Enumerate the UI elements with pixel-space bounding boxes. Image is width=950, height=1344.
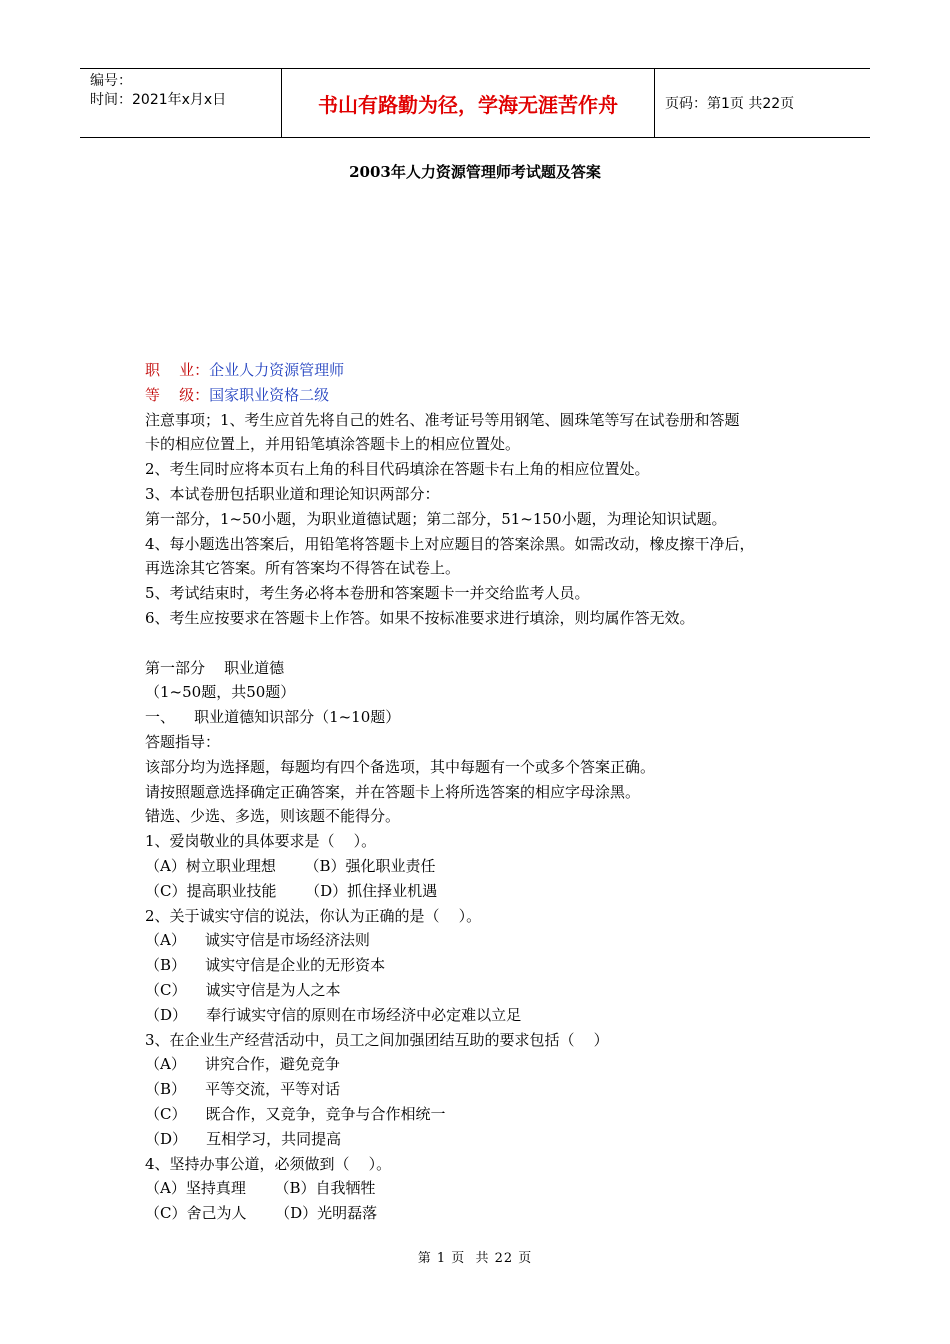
note-line: 4、每小题选出答案后，用铅笔将答题卡上对应题目的答案涂黑。如需改动，橡皮擦干净后， xyxy=(145,534,755,553)
number-label: 编号： xyxy=(90,73,132,89)
option-line: （B） 平等交流，平等对话 xyxy=(145,1080,341,1099)
note-line: 卡的相应位置上，并用铅笔填涂答题卡上的相应位置处。 xyxy=(145,435,521,454)
option-line: （D） 奉行诚实守信的原则在市场经济中必定难以立足 xyxy=(145,1005,522,1024)
note-line: 再选涂其它答案。所有答案均不得答在试卷上。 xyxy=(145,559,461,578)
note-line: 注意事项；1、考生应首先将自己的姓名、准考证号等用钢笔、圆珠笔等写在试卷册和答题 xyxy=(145,410,740,429)
level-label: 等 级： xyxy=(145,385,210,404)
question-line: 3、在企业生产经营活动中，员工之间加强团结互助的要求包括（ ） xyxy=(145,1030,609,1049)
instruction-line: 该部分均为选择题，每题均有四个备选项，其中每题有一个或多个答案正确。 xyxy=(145,757,656,776)
option-line: （C） 既合作，又竞争，竞争与合作相统一 xyxy=(145,1104,446,1123)
header-table xyxy=(80,68,870,138)
note-line: 2、考生同时应将本页右上角的科目代码填涂在答题卡右上角的相应位置处。 xyxy=(145,460,650,479)
document-body xyxy=(145,358,835,1226)
page-footer: 第 1 页 共 22 页 xyxy=(417,1251,533,1266)
instruction-line: 答题指导： xyxy=(145,732,221,751)
note-line: 6、考生应按要求在答题卡上作答。如果不按标准要求进行填涂，则均属作答无效。 xyxy=(145,608,695,627)
level-line xyxy=(145,383,835,408)
option-line: （C）提高职业技能 （D）抓住择业机遇 xyxy=(145,881,438,900)
section-heading: 第一部分 职业道德 xyxy=(145,658,285,677)
header-page-info: 页码：第1页 共22页 xyxy=(665,96,795,112)
note-line: 5、考试结束时，考生务必将本卷册和答案题卡一并交给监考人员。 xyxy=(145,584,590,603)
note-line: 第一部分，1~50小题，为职业道德试题；第二部分，51~150小题，为理论知识试题。 xyxy=(145,509,727,528)
level-value: 国家职业资格二级 xyxy=(209,385,330,404)
time-label: 时间：2021年x月x日 xyxy=(90,92,227,108)
occupation-label: 职 业： xyxy=(145,361,210,379)
option-line: （C）舍己为人 （D）光明磊落 xyxy=(145,1204,378,1223)
option-line: （B） 诚实守信是企业的无形资本 xyxy=(145,956,386,975)
section-range: （1~50题，共50题） xyxy=(145,683,296,702)
occupation-value: 企业人力资源管理师 xyxy=(209,361,345,379)
section-subheading: 一、 职业道德知识部分（1~10题） xyxy=(145,708,401,727)
header-meta-cell xyxy=(80,69,282,137)
question-line: 4、坚持办事公道，必须做到（ ）。 xyxy=(145,1154,392,1173)
option-line: （A）树立职业理想 （B）强化职业责任 xyxy=(145,856,436,875)
option-line: （C） 诚实守信是为人之本 xyxy=(145,980,341,999)
instruction-line: 请按照题意选择确定正确答案，并在答题卡上将所选答案的相应字母涂黑。 xyxy=(145,782,641,801)
spacer xyxy=(145,631,835,656)
note-line: 3、本试卷册包括职业道和理论知识两部分： xyxy=(145,484,440,503)
document-title: 2003年人力资源管理师考试题及答案 xyxy=(349,163,601,181)
option-line: （D） 互相学习，共同提高 xyxy=(145,1129,342,1148)
option-line: （A）坚持真理 （B）自我牺牲 xyxy=(145,1179,376,1198)
option-line: （A） 诚实守信是市场经济法则 xyxy=(145,931,370,950)
occupation-line xyxy=(145,358,835,383)
option-line: （A） 讲究合作，避免竞争 xyxy=(145,1055,340,1074)
instruction-line: 错选、少选、多选，则该题不能得分。 xyxy=(145,807,401,826)
header-motto: 书山有路勤为径，学海无涯苦作舟 xyxy=(282,69,655,137)
question-line: 1、爱岗敬业的具体要求是（ ）。 xyxy=(145,832,377,851)
question-line: 2、关于诚实守信的说法，你认为正确的是（ ）。 xyxy=(145,906,482,925)
